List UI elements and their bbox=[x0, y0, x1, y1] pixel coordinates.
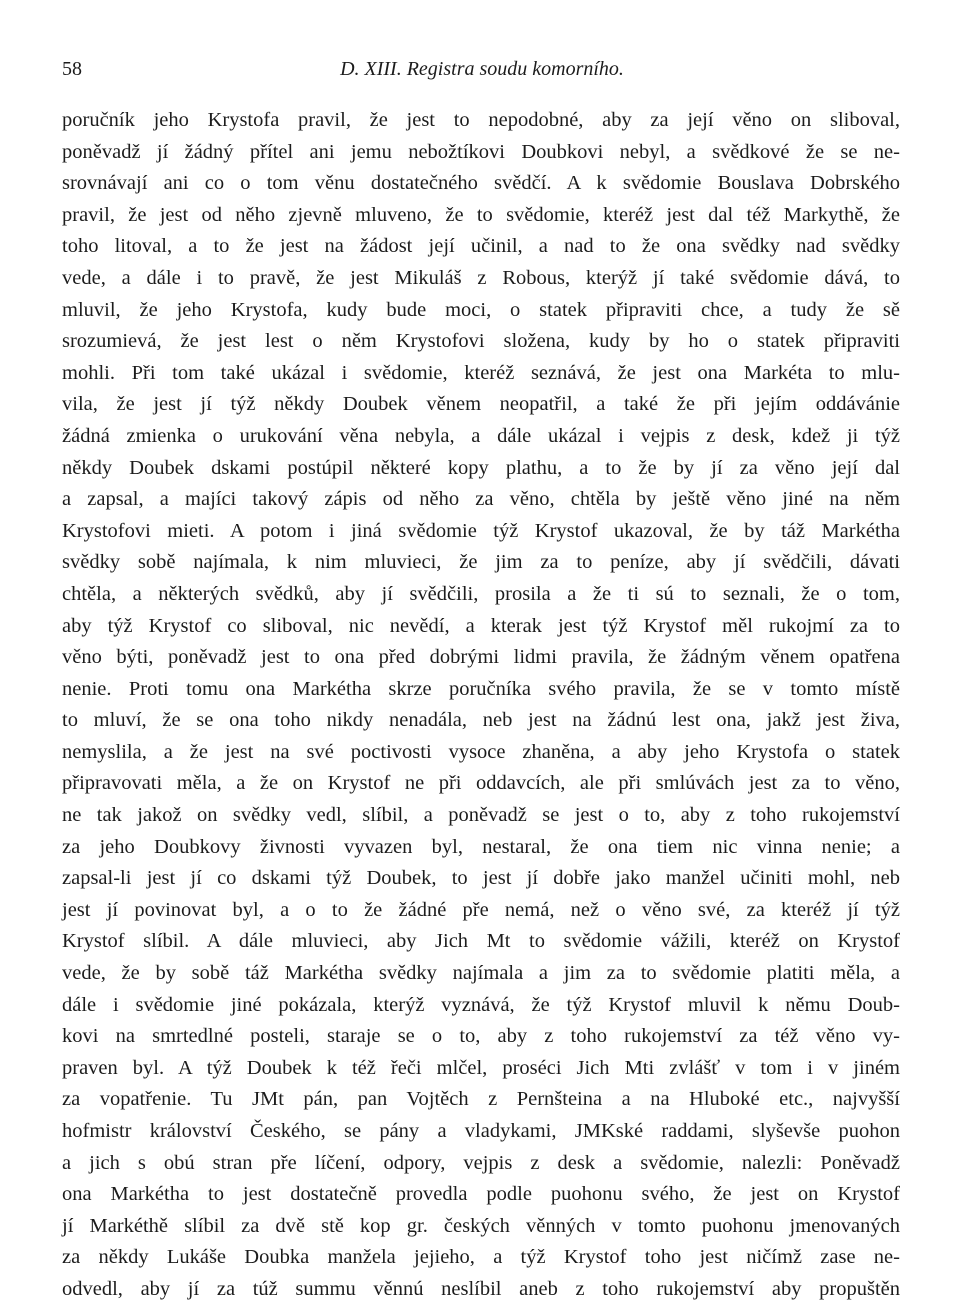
text-line: srozumievá, že jest lest o něm Krystofovi složena, kudy by ho o statek připraviti bbox=[62, 330, 900, 353]
text-line: a zapsal, a majíci takový zápis od něho za věno, chtěla by ještě věno jiné na něm bbox=[62, 488, 900, 511]
text-line: zapsal-li jest jí co dskami týž Doubek, to jest jí dobře jako manžel učiniti mohl, neb bbox=[62, 867, 900, 890]
text-line: za vopatřenie. Tu JMt pán, pan Vojtěch z Pernšteina a na Hluboké etc., najvyšší bbox=[62, 1088, 900, 1111]
text-line: žádná zmienka o urukování věna nebyla, a dále ukázal i vejpis z desk, kdež ji týž bbox=[62, 424, 900, 447]
text-line: za někdy Lukáše Doubka manžela jejieho, a týž Krystof toho jest ničímž zase ne- bbox=[62, 1246, 900, 1269]
text-line: mluvil, že jeho Krystofa, kudy bude moci, o statek připraviti chce, a tudy že sě bbox=[62, 298, 900, 321]
text-line: srovnávají ani co o tom věnu dostatečného svědčí. A k svědomie Bouslava Dobrského bbox=[62, 172, 900, 195]
text-line: odvedl, aby jí za túž summu věnnú neslíbil aneb z toho rukojemství aby propuštěn bbox=[62, 1277, 900, 1300]
text-line: a jich s obú stran pře líčení, odpory, vejpis z desk a svědomie, nalezli: Poněvadž bbox=[62, 1151, 900, 1174]
text-line: jí Markéthě slíbil za dvě stě kop gr. českých věnných v tomto puohonu jmenovaných bbox=[62, 1214, 900, 1237]
text-line: Krystofovi mieti. A potom i jiná svědomie týž Krystof ukazoval, že by táž Markétha bbox=[62, 519, 900, 542]
text-line: ne tak jakož on svědky vedl, slíbil, a poněvadž se jest o to, aby z toho rukojemství bbox=[62, 804, 900, 827]
text-line: vede, že by sobě táž Markétha svědky najímala a jim za to svědomie platiti měla, a bbox=[62, 962, 900, 985]
text-line: vila, že jest jí týž někdy Doubek věnem neopatřil, a také že při jejím oddávánie bbox=[62, 393, 900, 416]
text-line: praven byl. A týž Doubek k též řeči mlčel, proséci Jich Mti zvlášť v tom i v jiném bbox=[62, 1056, 900, 1079]
text-line: za jeho Doubkovy živnosti vyvazen byl, nestaral, že ona tiem nic vinna nenie; a bbox=[62, 835, 900, 858]
body-text bbox=[62, 105, 900, 1306]
text-line: toho litoval, a to že jest na žádost její učinil, a nad to že ona svědky nad svědky bbox=[62, 235, 900, 258]
text-line: to mluví, že se ona toho nikdy nenadála, neb jest na žádnú lest ona, jakž jest živa, bbox=[62, 709, 900, 732]
running-title: D. XIII. Registra soudu komorního. bbox=[340, 58, 624, 80]
text-line: poručník jeho Krystofa pravil, že jest to nepodobné, aby za její věno on sliboval, bbox=[62, 109, 900, 131]
text-line: poněvadž jí žádný přítel ani jemu nebožtíkovi Doubkovi nebyl, a svědkové že se ne- bbox=[62, 140, 900, 163]
text-line: věno býti, poněvadž jest to ona před dobrými lidmi pravila, že žádným věnem opatřena bbox=[62, 646, 900, 669]
page-header bbox=[62, 58, 902, 90]
text-line: aby týž Krystof co sliboval, nic nevědí, a kterak jest týž Krystof měl rukojmí za to bbox=[62, 614, 900, 637]
text-line: Krystof slíbil. A dále mluvieci, aby Jich Mt to svědomie vážili, kteréž on Krystof bbox=[62, 930, 900, 953]
text-line: kovi na smrtedlné posteli, staraje se o to, aby z toho rukojemství za též věno vy- bbox=[62, 1025, 900, 1048]
text-line: chtěla, a některých svědků, aby jí svědčili, prosila a že ti sú to seznali, že o tom, bbox=[62, 582, 900, 605]
text-line: svědky sobě najímala, k nim mluvieci, že jim za to peníze, aby jí svědčili, dávati bbox=[62, 551, 900, 574]
text-line: dále i svědomie jiné pokázala, kterýž vyznává, že týž Krystof mluvil k němu Doub- bbox=[62, 993, 900, 1016]
page-number: 58 bbox=[62, 58, 82, 80]
text-line: mohli. Při tom také ukázal i svědomie, kteréž seznává, že jest ona Markéta to mlu- bbox=[62, 361, 900, 384]
text-line: nemyslila, a že jest na své poctivosti vysoce zhaněna, a aby jeho Krystofa o statek bbox=[62, 740, 900, 763]
text-line: nenie. Proti tomu ona Markétha skrze poručníka svého pravila, že se v tomto místě bbox=[62, 677, 900, 700]
text-line: připravovati měla, a že on Krystof ne při oddavcích, ale při smlúvách jest za to věno, bbox=[62, 772, 900, 795]
text-line: vede, a dále i to pravě, že jest Mikuláš z Robous, kterýž jí také svědomie dává, to bbox=[62, 266, 900, 289]
text-line: hofmistr království Českého, se pány a vladykami, JMKské raddami, slyševše puohon bbox=[62, 1120, 900, 1142]
text-line: někdy Doubek dskami postúpil některé kopy plathu, a to že by jí za věno její dal bbox=[62, 456, 900, 479]
text-line: ona Markétha to jest dostatečně provedla podle puohonu svého, že jest on Krystof bbox=[62, 1183, 900, 1206]
text-line: pravil, že jest od něho zjevně mluveno, že to svědomie, kteréž jest dal též Markythě, že bbox=[62, 203, 900, 226]
text-line: jest jí povinovat byl, a o to že žádné pře nemá, než o věno své, za kteréž jí týž bbox=[62, 898, 900, 921]
